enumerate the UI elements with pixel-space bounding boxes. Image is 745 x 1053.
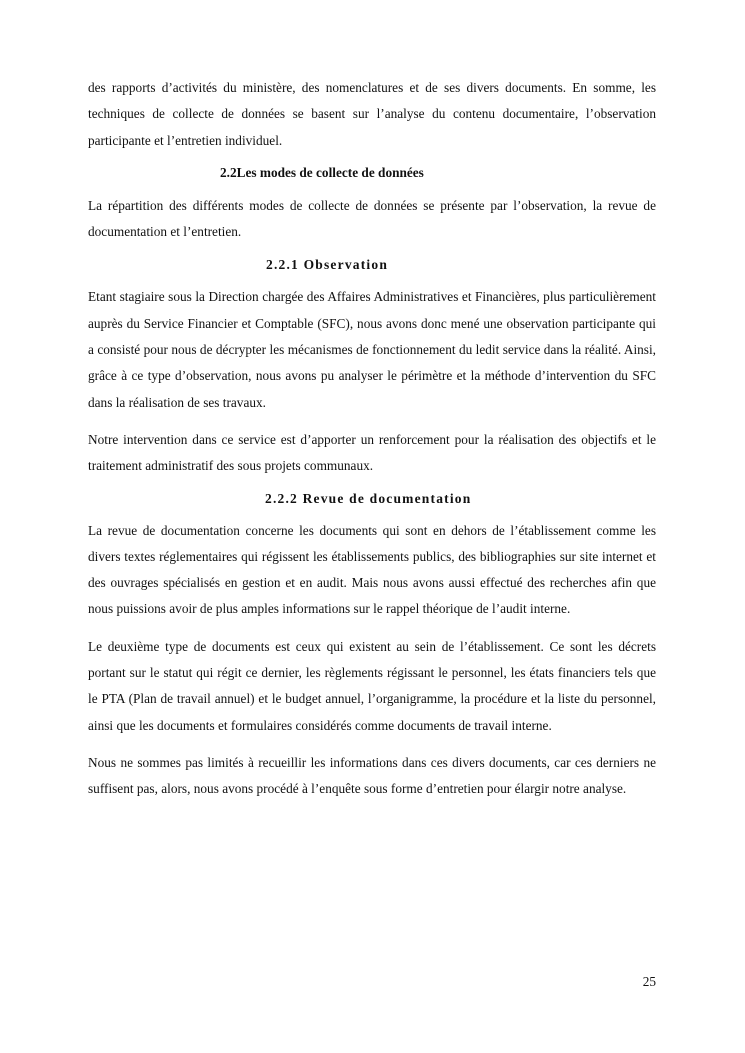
- paragraph-intro-continuation: des rapports d’activités du ministère, des nomenclatures et de ses divers documents. En somme, les techniques de collecte de données se basent sur l’analyse du contenu documentaire, l’observation participante et l’entretien individuel.: [88, 80, 656, 148]
- heading-section-2-2-2: 2.2.2 Revue de documentation: [265, 490, 472, 506]
- paragraph-modes-intro: La répartition des différents modes de collecte de données se présente par l’observation, la revue de documentation et l’entretien.: [88, 197, 656, 240]
- paragraph-documentation-1: La revue de documentation concerne les documents qui sont en dehors de l’établissement comme les divers textes réglementaires qui régissent les établissements publics, des bibliographies sur site internet et des ouvrages spécialisés en gestion et en audit. Mais nous avons aussi effectué des recherches afin que nous puissions avoir de plus amples informations sur le rappel théorique de l’audit interne.: [88, 522, 656, 617]
- heading-section-2-2-1: 2.2.1 Observation: [266, 257, 389, 273]
- paragraph-observation-2: Notre intervention dans ce service est d’apporter un renforcement pour la réalisation des objectifs et le traitement administratif des sous projets communaux.: [88, 431, 656, 474]
- paragraph-documentation-2: Le deuxième type de documents est ceux qui existent au sein de l’établissement. Ce sont les décrets portant sur le statut qui régit ce dernier, les règlements régissant le personnel, les états financiers tels que le PTA (Plan de travail annuel) et le budget annuel, l’organigramme, la procédure et la liste du personnel, ainsi que les documents et formulaires considérés comme documents de travail interne.: [88, 638, 656, 733]
- heading-section-2-2: 2.2Les modes de collecte de données: [220, 164, 424, 180]
- page-number: 25: [642, 974, 656, 989]
- paragraph-documentation-3: Nous ne sommes pas limités à recueillir les informations dans ces divers documents, car ces derniers ne suffisent pas, alors, nous avons procédé à l’enquête sous forme d’entretien pour élargir notre analyse.: [88, 754, 656, 797]
- page-content: [88, 75, 656, 803]
- paragraph-observation-1: Etant stagiaire sous la Direction chargée des Affaires Administratives et Financières, plus particulièrement auprès du Service Financier et Comptable (SFC), nous avons donc mené une observation participante qui a consisté pour nous de décrypter les mécanismes de fonctionnement du ledit service dans la réalité. Ainsi, grâce à ce type d’observation, nous avons pu analyser le périmètre et la méthode d’intervention du SFC dans la réalisation de ses travaux.: [88, 289, 656, 410]
